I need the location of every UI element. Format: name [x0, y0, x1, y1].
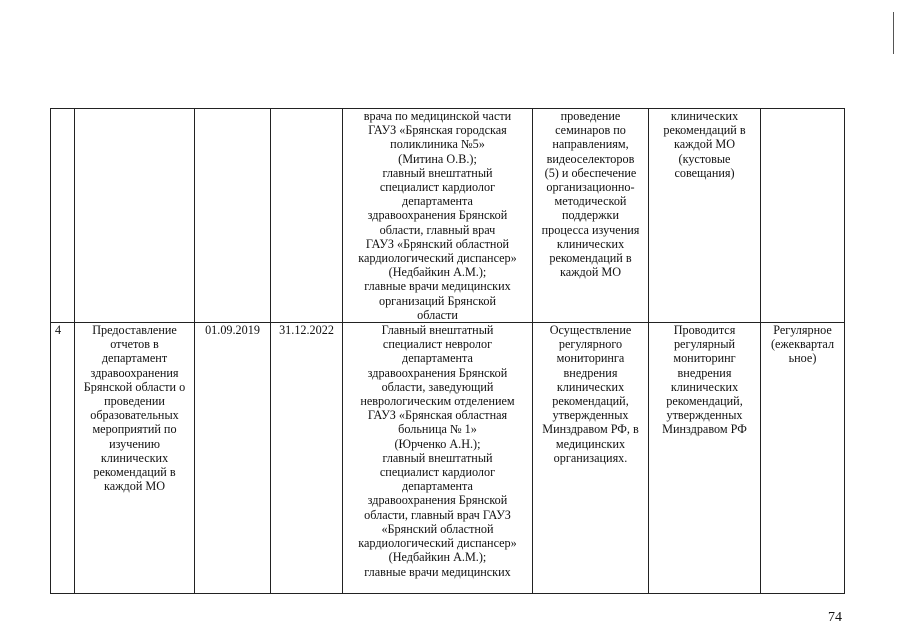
responsible-cell: Главный внештатный специалист невролог департамента здравоохранения Брянской области, заведующий неврологическим отделением ГАУЗ «Брянская областная больница № 1» (Юрченко А.Н.); главный внештатный специалист кардиолог департамента здравоохранения Брянской области, главный врач ГАУЗ «Брянский областной кардиологический диспансер» (Недбайкин А.М.); главные врачи медицинских [343, 323, 533, 594]
result-cell: проведение семинаров по направлениям, видеоселекторов (5) и обеспечение организационно- методической поддержки процесса изучения клинических рекомендаций в каждой МО [533, 109, 649, 323]
table-row [51, 109, 845, 323]
margin-rule [893, 12, 894, 54]
row-number-cell: 4 [51, 323, 75, 594]
indicator-cell: Проводится регулярный мониторинг внедрения клинических рекомендаций, утвержденных Минздравом РФ [649, 323, 761, 594]
responsible-cell: врача по медицинской части ГАУЗ «Брянская городская поликлиника №5» (Митина О.В.); главный внештатный специалист кардиолог департамента здравоохранения Брянской области, главный врач ГАУЗ «Брянский областной кардиологический диспансер» (Недбайкин А.М.); главные врачи медицинских организаций Брянской области [343, 109, 533, 323]
end-date-cell [271, 109, 343, 323]
indicator-cell: клинических рекомендаций в каждой МО (кустовые совещания) [649, 109, 761, 323]
table-row [51, 323, 845, 594]
start-date-cell [195, 109, 271, 323]
periodicity-cell [761, 109, 845, 323]
end-date-cell: 31.12.2022 [271, 323, 343, 594]
plan-table [50, 108, 845, 594]
result-cell: Осуществление регулярного мониторинга внедрения клинических рекомендаций, утвержденных Минздравом РФ, в медицинских организациях. [533, 323, 649, 594]
event-cell [75, 109, 195, 323]
event-cell: Предоставление отчетов в департамент здравоохранения Брянской области о проведении образовательных мероприятий по изучению клинических рекомендаций в каждой МО [75, 323, 195, 594]
periodicity-cell: Регулярное (ежеквартал ьное) [761, 323, 845, 594]
page-number: 74 [828, 610, 842, 625]
row-number-cell [51, 109, 75, 323]
start-date-cell: 01.09.2019 [195, 323, 271, 594]
